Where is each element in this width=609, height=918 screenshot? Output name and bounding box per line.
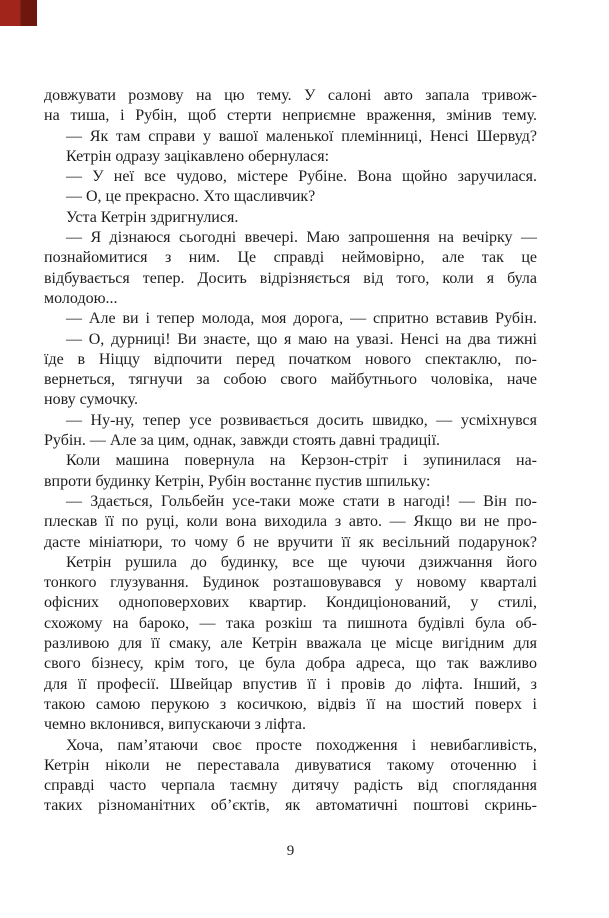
text-line: разливою для її смаку, але Кетрін вважала це місце вигідним для bbox=[44, 635, 537, 653]
text-line: Рубін. — Але за цим, однак, завжди стоять давні традиції. bbox=[44, 432, 441, 450]
text-line: — Як там справи у вашої маленької племінниці, Ненсі Шервуд? bbox=[66, 127, 537, 145]
text-line: на тиша, і Рубін, щоб стерти неприємне враження, змінив тему. bbox=[44, 107, 537, 125]
text-line: таких різноманітних об’єктів, як автоматичні поштові скринь- bbox=[44, 797, 537, 815]
text-line: — Ну-ну, тепер усе розвивається досить швидко, — усміхнувся bbox=[66, 411, 537, 429]
text-line: їде в Ніццу відпочити перед початком нового спектаклю, по- bbox=[44, 350, 537, 368]
text-line: Кетрін ніколи не переставала дивуватися такому оточенню і bbox=[44, 756, 537, 774]
red-corner-marker bbox=[0, 0, 37, 26]
text-line: молодою... bbox=[44, 289, 118, 307]
text-line: відбувається тепер. Досить відрізняється від того, коли я була bbox=[44, 269, 537, 287]
text-line: — Я дізнаюся сьогодні ввечері. Маю запрошення на вечірку — bbox=[66, 229, 537, 247]
text-line: — Здається, Гольбейн усе-таки може стати в нагоді! — Він по- bbox=[66, 492, 537, 510]
text-line: тонкого глузування. Будинок розташовувався у новому кварталі bbox=[44, 574, 537, 592]
text-line: — У неї все чудово, містере Рубіне. Вона щойно заручилася. bbox=[66, 168, 537, 186]
text-line: справді часто черпала таємну дитячу радість від споглядання bbox=[44, 777, 537, 795]
text-line: — О, дурниці! Ви знаєте, що я маю на увазі. Ненсі на два тижні bbox=[66, 330, 537, 348]
text-line: — О, це прекрасно. Хто щасливчик? bbox=[66, 188, 316, 206]
text-line: Уста Кетрін здригнулися. bbox=[66, 208, 239, 226]
text-line: для її професії. Швейцар впустив її і провів до ліфта. Інший, з bbox=[44, 675, 537, 693]
text-line: плескав її по руці, коли вона виходила з авто. — Якщо ви не про- bbox=[44, 513, 537, 531]
text-line: впроти будинку Кетрін, Рубін востаннє пустив шпильку: bbox=[44, 472, 431, 490]
text-block bbox=[44, 86, 537, 817]
text-line: нову сумочку. bbox=[44, 391, 138, 409]
text-line: такою самою перукою з косичкою, відвіз її на шостий поверх і bbox=[44, 695, 537, 713]
text-line: познайомитися з ним. Це справді неймовірно, але так це bbox=[44, 249, 537, 267]
text-line: дасте мініатюри, то чому б не вручити її як весільний подарунок? bbox=[44, 533, 537, 551]
text-line: Коли машина повернула на Керзон-стріт і зупинилася на- bbox=[66, 452, 537, 470]
text-line: вернеться, тягнучи за собою свого майбутнього чоловіка, наче bbox=[44, 371, 537, 389]
text-line: Хоча, пам’ятаючи своє просте походження і невибагливість, bbox=[66, 736, 537, 754]
text-line: — Але ви і тепер молода, моя дорога, — спритно вставив Рубін. bbox=[66, 310, 537, 328]
text-line: свого бізнесу, крім того, це була добра адреса, що так важливо bbox=[44, 655, 537, 673]
page-number: 9 bbox=[286, 843, 295, 859]
text-line: Кетрін одразу зацікавлено обернулася: bbox=[66, 147, 330, 165]
text-line: офісних одноповерхових квартир. Кондиціонований, у стилі, bbox=[44, 594, 537, 612]
text-line: Кетрін рушила до будинку, все ще чуючи дзижчання його bbox=[66, 553, 537, 571]
text-line: довжувати розмову на цю тему. У салоні авто запала тривож- bbox=[44, 87, 537, 104]
text-line: схожому на бароко, — така розкіш та пишнота будівлі була об- bbox=[44, 614, 537, 632]
text-line: чемно вклонився, випускаючи з ліфта. bbox=[44, 716, 306, 734]
